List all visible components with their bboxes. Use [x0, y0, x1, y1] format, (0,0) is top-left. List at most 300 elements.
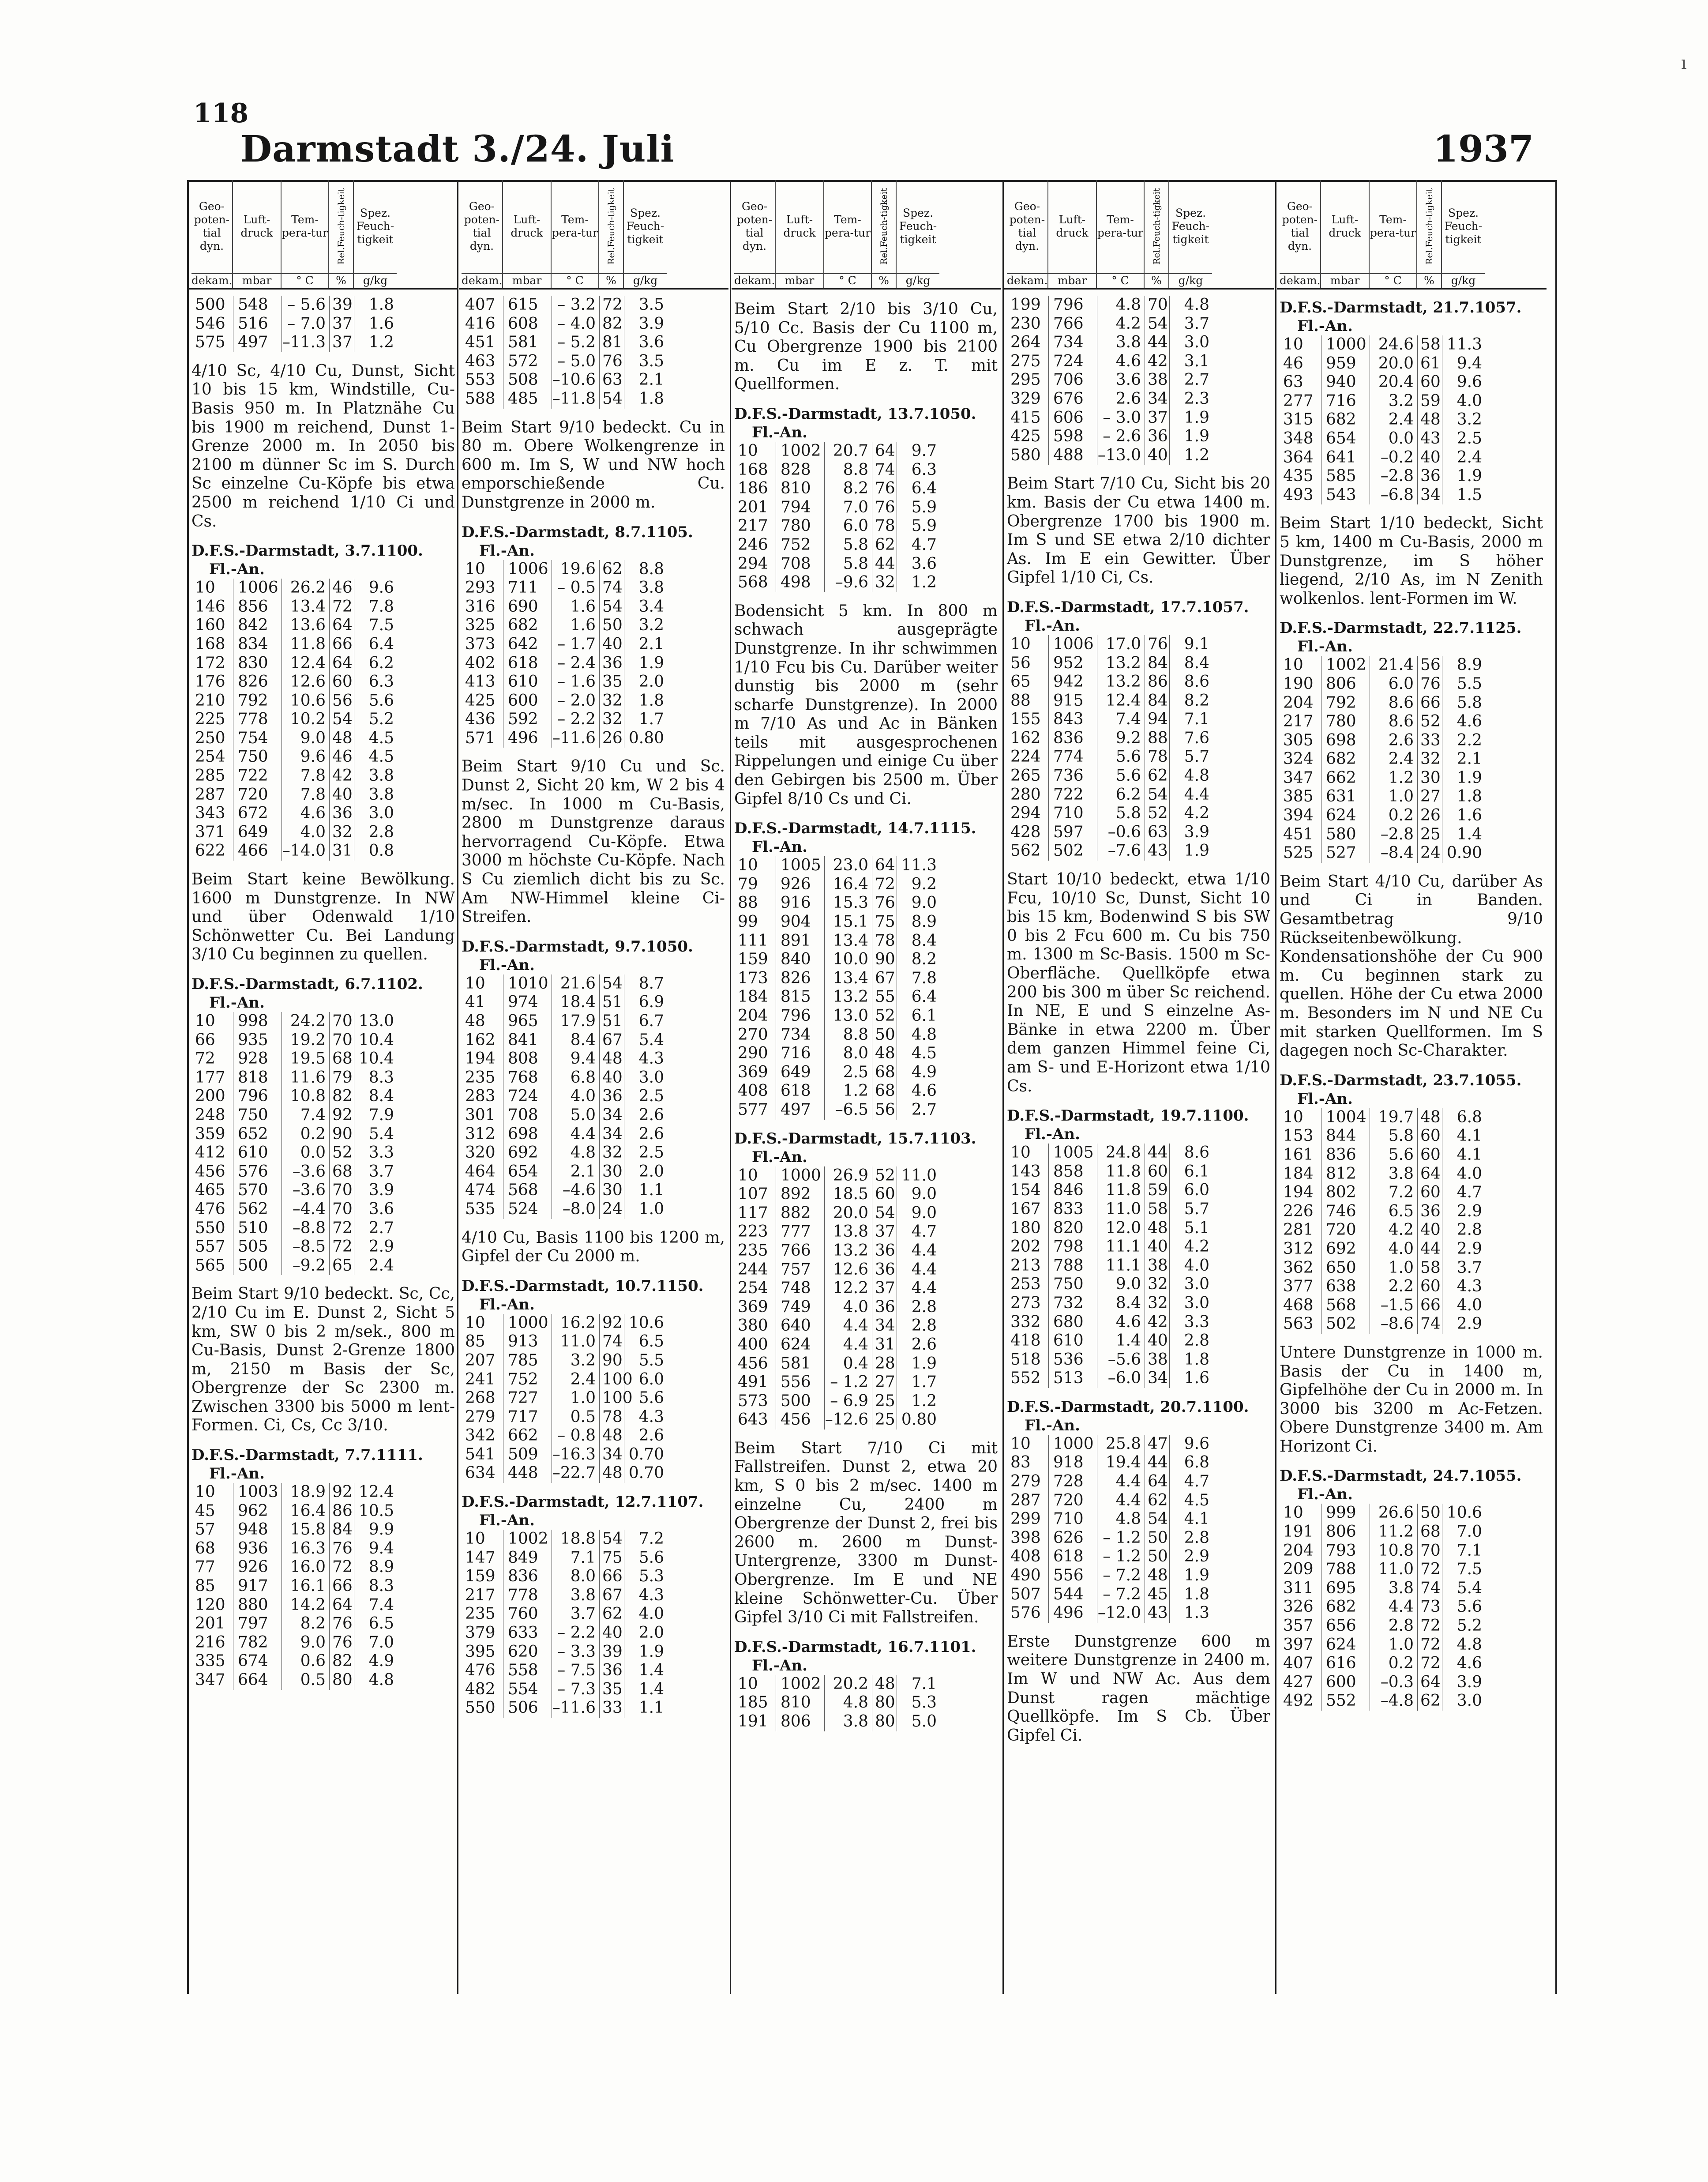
spec-humidity-cell: 7.0	[1442, 1523, 1485, 1542]
pressure-cell: 815	[776, 988, 824, 1007]
table-row	[462, 1624, 725, 1643]
rel-humidity-cell: 59	[1417, 392, 1442, 411]
geopotential-cell: 201	[738, 498, 768, 516]
spec-humidity-cell: 5.6	[624, 1389, 667, 1408]
temperature-cell: 8.4	[1097, 1294, 1145, 1313]
observation-note: Erste Dunstgrenze 600 m weitere Dunstgrenze in 2400 m. Im W und NW Ac. Aus dem Dunst ragen mächtige Quellköpfe. Im S Cb. Über Gipfel Ci.	[1007, 1632, 1270, 1745]
pressure-cell: 650	[1321, 1259, 1370, 1278]
table-row	[734, 573, 998, 592]
spec-humidity-cell: 1.9	[897, 1354, 939, 1373]
table-row	[1280, 1504, 1543, 1523]
geopotential-cell: 275	[1010, 352, 1041, 370]
rel-humidity-cell: 26	[1417, 806, 1442, 825]
geopotential-cell: 10	[195, 579, 215, 597]
geopotential-cell: 264	[1010, 333, 1041, 352]
geopotential-cell: 153	[1283, 1127, 1314, 1145]
table-row	[734, 1026, 998, 1045]
pressure-cell: 618	[1048, 1547, 1097, 1566]
temperature-cell: 3.7	[552, 1605, 599, 1624]
geopotential-cell: 225	[195, 710, 225, 729]
temperature-cell: –13.0	[1097, 446, 1145, 465]
geopotential-cell: 464	[465, 1162, 496, 1181]
header-rel_humidity	[329, 180, 354, 288]
table-row	[1007, 1566, 1270, 1585]
geopotential-cell: 224	[1010, 748, 1041, 766]
pressure-cell: 676	[1048, 390, 1097, 409]
rel-humidity-cell: 60	[1417, 1183, 1442, 1202]
spec-humidity-cell: 2.6	[897, 1336, 939, 1354]
table-row	[462, 1351, 725, 1370]
temperature-cell: 6.2	[1097, 786, 1145, 805]
rel-humidity-cell: 84	[329, 1520, 354, 1539]
rel-humidity-cell: 37	[872, 1223, 897, 1241]
data-column	[189, 180, 458, 1994]
spec-humidity-cell: 0.90	[1442, 844, 1485, 863]
geopotential-cell: 226	[1283, 1202, 1314, 1220]
rel-humidity-cell: 28	[872, 1354, 897, 1373]
header-temperature	[824, 180, 872, 288]
rel-humidity-cell: 81	[599, 333, 624, 352]
header-rel_humidity	[1145, 180, 1169, 288]
spec-humidity-cell: 5.6	[354, 692, 397, 711]
sounding-table	[462, 1530, 725, 1718]
spec-humidity-cell: 4.5	[1169, 1491, 1212, 1510]
pressure-cell: 749	[776, 1298, 824, 1317]
rel-humidity-cell: 100	[599, 1389, 624, 1408]
spec-humidity-cell: 7.1	[897, 1675, 939, 1694]
spec-humidity-cell: 1.8	[1169, 1351, 1212, 1369]
spec-humidity-cell: 2.5	[624, 1144, 667, 1162]
pressure-cell: 812	[1321, 1165, 1370, 1184]
spec-humidity-cell: 6.4	[354, 635, 397, 654]
temperature-cell: 11.8	[282, 635, 329, 654]
column-separator	[1275, 180, 1276, 1994]
pressure-cell: 849	[503, 1549, 552, 1568]
spec-humidity-cell: 2.9	[1169, 1547, 1212, 1566]
rel-humidity-cell: 54	[599, 974, 624, 993]
geopotential-cell: 10	[465, 974, 485, 993]
pressure-cell: 836	[503, 1567, 552, 1586]
temperature-cell: –3.6	[282, 1162, 329, 1181]
flight-label: Fl.-An.	[1297, 638, 1353, 656]
table-row	[191, 654, 455, 673]
temperature-cell: 8.4	[552, 1031, 599, 1050]
geopotential-cell: 407	[465, 296, 496, 314]
table-row	[462, 729, 725, 748]
temperature-cell: 13.0	[824, 1007, 872, 1026]
geopotential-cell: 168	[738, 460, 768, 479]
table-row	[1280, 1636, 1543, 1655]
table-row	[734, 498, 998, 517]
rel-humidity-cell: 66	[329, 1577, 354, 1596]
pressure-cell: 935	[233, 1031, 282, 1050]
spec-humidity-cell: 1.8	[1169, 1585, 1212, 1604]
rel-humidity-cell: 54	[1145, 315, 1169, 334]
geopotential-cell: 194	[1283, 1183, 1314, 1202]
rel-humidity-cell: 44	[872, 555, 897, 574]
rel-humidity-cell: 72	[872, 875, 897, 894]
table-row	[734, 1373, 998, 1392]
pressure-cell: 720	[1048, 1491, 1097, 1510]
rel-humidity-cell: 72	[1417, 1560, 1442, 1579]
table-row	[1007, 729, 1270, 748]
geopotential-cell: 48	[465, 1012, 485, 1030]
geopotential-cell: 295	[1010, 371, 1041, 389]
pressure-cell: 788	[1048, 1257, 1097, 1275]
observation-note: 4/10 Cu, Basis 1100 bis 1200 m, Gipfel der Cu 2000 m.	[462, 1228, 725, 1266]
geopotential-cell: 281	[1283, 1221, 1314, 1239]
table-row	[462, 1643, 725, 1662]
header-temperature	[1370, 180, 1417, 288]
rel-humidity-cell: 60	[872, 1185, 897, 1204]
temperature-cell: 20.7	[824, 442, 872, 461]
header-label: Luft-druck	[1329, 213, 1361, 239]
table-row	[1007, 1453, 1270, 1472]
pressure-cell: 698	[503, 1125, 552, 1144]
table-row	[1280, 1296, 1543, 1315]
geopotential-cell: 428	[1010, 823, 1041, 841]
table-row	[191, 823, 455, 842]
station-heading	[191, 975, 455, 1012]
geopotential-cell: 305	[1283, 731, 1314, 749]
rel-humidity-cell: 31	[329, 842, 354, 861]
table-row	[1007, 1351, 1270, 1369]
pressure-cell: 959	[1321, 354, 1370, 373]
rel-humidity-cell: 50	[872, 1026, 897, 1045]
temperature-cell: 19.6	[552, 560, 599, 579]
pressure-cell: 882	[776, 1204, 824, 1223]
table-row	[462, 598, 725, 617]
station-heading	[734, 405, 998, 442]
spec-humidity-cell: 1.9	[1442, 769, 1485, 788]
temperature-cell: – 7.3	[552, 1680, 599, 1699]
spec-humidity-cell: 1.9	[1169, 427, 1212, 446]
pressure-cell: 708	[503, 1106, 552, 1125]
station-name: D.F.S.-Darmstadt, 22.7.1125.	[1280, 619, 1522, 637]
rel-humidity-cell: 33	[1417, 731, 1442, 750]
temperature-cell: 8.6	[1370, 694, 1417, 713]
table-row	[462, 635, 725, 654]
flight-label: Fl.-An.	[1025, 1416, 1080, 1434]
table-row	[462, 1680, 725, 1699]
table-row	[462, 1068, 725, 1087]
table-row	[1280, 825, 1543, 844]
table-row	[1280, 1617, 1543, 1636]
geopotential-cell: 343	[195, 804, 225, 823]
table-row	[462, 1464, 725, 1483]
temperature-cell: –2.8	[1370, 467, 1417, 486]
spec-humidity-cell: 2.6	[624, 1106, 667, 1125]
sounding-table	[734, 442, 998, 592]
spec-humidity-cell: 4.8	[1169, 296, 1212, 315]
geopotential-cell: 279	[1010, 1472, 1041, 1491]
rel-humidity-cell: 74	[599, 579, 624, 598]
spec-humidity-cell: 3.4	[624, 598, 667, 617]
pressure-cell: 748	[776, 1279, 824, 1298]
table-row	[462, 560, 725, 579]
table-row	[462, 1445, 725, 1464]
rel-humidity-cell: 48	[599, 1426, 624, 1445]
pressure-cell: 917	[233, 1577, 282, 1596]
spec-humidity-cell: 5.3	[624, 1567, 667, 1586]
spec-humidity-cell: 3.1	[1169, 352, 1212, 371]
header-geopotential	[462, 180, 503, 288]
spec-humidity-cell: 2.6	[624, 1125, 667, 1144]
header-label: Spez. Feuch-tigkeit	[626, 206, 664, 246]
pressure-cell: 724	[503, 1087, 552, 1106]
rel-humidity-cell: 48	[872, 1044, 897, 1063]
table-row	[191, 748, 455, 767]
header-label: Spez. Feuch-tigkeit	[356, 206, 394, 246]
temperature-cell: 3.2	[1370, 392, 1417, 411]
pressure-cell: 568	[503, 1181, 552, 1200]
table-row	[734, 1298, 998, 1317]
station-heading	[462, 1493, 725, 1530]
temperature-cell: –0.2	[1370, 448, 1417, 467]
geopotential-cell: 379	[465, 1624, 496, 1642]
geopotential-cell: 293	[465, 579, 496, 597]
temperature-cell: 16.4	[282, 1502, 329, 1521]
spec-humidity-cell: 4.0	[624, 1605, 667, 1624]
temperature-cell: 13.4	[824, 969, 872, 988]
temperature-cell: – 5.6	[282, 296, 329, 315]
table-row	[734, 517, 998, 536]
pressure-cell: 641	[1321, 448, 1370, 467]
station-name: D.F.S.-Darmstadt, 9.7.1050.	[462, 937, 693, 956]
pressure-cell: 690	[503, 598, 552, 617]
temperature-cell: – 4.0	[552, 315, 599, 334]
table-row	[1007, 427, 1270, 446]
pressure-cell: 727	[503, 1389, 552, 1408]
spec-humidity-cell: 9.4	[354, 1539, 397, 1558]
geopotential-cell: 541	[465, 1445, 496, 1463]
geopotential-cell: 230	[1010, 314, 1041, 333]
spec-humidity-cell: 6.5	[624, 1332, 667, 1351]
rel-humidity-cell: 42	[329, 767, 354, 786]
rel-humidity-cell: 32	[599, 1144, 624, 1162]
table-row	[191, 315, 455, 334]
rel-humidity-cell: 60	[1417, 1277, 1442, 1296]
rel-humidity-cell: 70	[329, 1012, 354, 1031]
rel-humidity-cell: 56	[872, 1101, 897, 1120]
temperature-cell: 2.8	[1370, 1617, 1417, 1636]
pressure-cell: 1005	[1048, 1144, 1097, 1162]
temperature-cell: 1.0	[1370, 787, 1417, 806]
table-row	[734, 1354, 998, 1373]
table-row	[191, 635, 455, 654]
geopotential-cell: 162	[1010, 729, 1041, 747]
geopotential-cell: 565	[195, 1256, 225, 1275]
table-row	[734, 1185, 998, 1204]
table-row	[734, 1317, 998, 1336]
temperature-cell: 11.6	[282, 1068, 329, 1087]
spec-humidity-cell: 1.4	[1442, 825, 1485, 844]
table-row	[191, 1087, 455, 1106]
spec-humidity-cell: 2.1	[624, 371, 667, 390]
spec-humidity-cell: 4.3	[624, 1586, 667, 1605]
sounding-table	[734, 1166, 998, 1430]
spec-humidity-cell: 4.6	[897, 1082, 939, 1101]
pressure-cell: 496	[1048, 1604, 1097, 1623]
table-row	[734, 1082, 998, 1101]
rel-humidity-cell: 60	[1417, 373, 1442, 392]
rel-humidity-cell: 34	[1145, 390, 1169, 409]
rel-humidity-cell: 34	[1145, 1369, 1169, 1388]
rel-humidity-cell: 48	[1417, 410, 1442, 429]
spec-humidity-cell: 7.2	[624, 1530, 667, 1549]
table-row	[1280, 467, 1543, 486]
spec-humidity-cell: 6.0	[1169, 1181, 1212, 1200]
pressure-cell: 836	[1321, 1146, 1370, 1165]
pressure-cell: 780	[776, 517, 824, 536]
pressure-cell: 652	[233, 1125, 282, 1144]
temperature-cell: 0.6	[282, 1652, 329, 1671]
temperature-cell: 16.3	[282, 1539, 329, 1558]
header-label: Geo-poten-tial dyn.	[464, 199, 500, 252]
geopotential-cell: 287	[1010, 1491, 1041, 1509]
rel-humidity-cell: 43	[1417, 429, 1442, 448]
geopotential-cell: 550	[195, 1219, 225, 1237]
geopotential-cell: 413	[465, 673, 496, 691]
rel-humidity-cell: 45	[1145, 1585, 1169, 1604]
pressure-cell: 792	[233, 692, 282, 711]
geopotential-cell: 287	[195, 785, 225, 804]
station-name: D.F.S.-Darmstadt, 17.7.1057.	[1007, 598, 1249, 616]
geopotential-cell: 369	[738, 1063, 768, 1081]
rel-humidity-cell: 27	[1417, 787, 1442, 806]
spec-humidity-cell: 7.6	[1169, 729, 1212, 748]
pressure-cell: 802	[1321, 1183, 1370, 1202]
rel-humidity-cell: 66	[599, 1567, 624, 1586]
spec-humidity-cell: 2.9	[1442, 1240, 1485, 1259]
spec-humidity-cell: 3.0	[1169, 1294, 1212, 1313]
temperature-cell: 12.4	[1097, 692, 1145, 711]
geopotential-cell: 207	[465, 1351, 496, 1369]
pressure-cell: 692	[1321, 1240, 1370, 1259]
table-row	[462, 352, 725, 371]
geopotential-cell: 65	[1010, 673, 1031, 691]
rel-humidity-cell: 80	[872, 1712, 897, 1731]
pressure-cell: 513	[1048, 1369, 1097, 1388]
temperature-cell: 19.5	[282, 1050, 329, 1068]
rel-humidity-cell: 70	[329, 1200, 354, 1219]
pressure-cell: 516	[233, 315, 282, 334]
table-row	[191, 1652, 455, 1671]
geopotential-cell: 273	[1010, 1294, 1041, 1312]
geopotential-cell: 476	[195, 1200, 225, 1218]
geopotential-cell: 552	[1010, 1369, 1041, 1388]
geopotential-cell: 185	[738, 1693, 768, 1712]
pressure-cell: 858	[1048, 1162, 1097, 1181]
table-row	[191, 1181, 455, 1200]
spec-humidity-cell: 3.0	[624, 1068, 667, 1087]
flight-label: Fl.-An.	[752, 1656, 807, 1674]
spec-humidity-cell: 0.70	[624, 1445, 667, 1464]
spec-humidity-cell: 4.9	[897, 1063, 939, 1082]
spec-humidity-cell: 4.4	[897, 1260, 939, 1279]
geopotential-cell: 332	[1010, 1313, 1041, 1331]
rel-humidity-cell: 36	[599, 654, 624, 673]
table-row	[191, 1577, 455, 1596]
spec-humidity-cell: 1.6	[354, 315, 397, 334]
spec-humidity-cell: 1.2	[897, 1392, 939, 1411]
temperature-cell: 1.0	[1370, 1636, 1417, 1655]
temperature-cell: 4.6	[282, 804, 329, 823]
pressure-cell: 841	[503, 1031, 552, 1050]
geopotential-cell: 180	[1010, 1219, 1041, 1237]
spec-humidity-cell: 2.8	[1169, 1529, 1212, 1548]
geopotential-cell: 553	[465, 371, 496, 389]
spec-humidity-cell: 3.2	[1442, 410, 1485, 429]
station-name: D.F.S.-Darmstadt, 13.7.1050.	[734, 405, 976, 423]
header-geopotential	[734, 180, 776, 288]
geopotential-cell: 546	[195, 314, 225, 333]
spec-humidity-cell: 8.4	[354, 1087, 397, 1106]
pressure-cell: 664	[233, 1671, 282, 1690]
pressure-cell: 682	[1321, 750, 1370, 769]
table-row	[1280, 750, 1543, 769]
spec-humidity-cell: 8.8	[624, 560, 667, 579]
rel-humidity-cell: 52	[872, 1007, 897, 1026]
station-name: D.F.S.-Darmstadt, 10.7.1150.	[462, 1277, 704, 1295]
pressure-cell: 631	[1321, 787, 1370, 806]
spec-humidity-cell: 4.0	[1442, 1165, 1485, 1184]
station-heading	[462, 937, 725, 974]
temperature-cell: – 2.2	[552, 1624, 599, 1643]
geopotential-cell: 279	[465, 1407, 496, 1426]
geopotential-cell: 402	[465, 654, 496, 672]
rel-humidity-cell: 42	[1145, 352, 1169, 371]
rel-humidity-cell: 39	[599, 1643, 624, 1662]
pressure-cell: 750	[1048, 1275, 1097, 1294]
temperature-cell: –9.6	[824, 573, 872, 592]
table-row	[1280, 1146, 1543, 1165]
table-row	[1280, 1315, 1543, 1334]
rel-humidity-cell: 44	[1145, 1144, 1169, 1162]
rel-humidity-cell: 24	[1417, 844, 1442, 863]
spec-humidity-cell: 2.6	[624, 1426, 667, 1445]
temperature-cell: –6.5	[824, 1101, 872, 1120]
temperature-cell: 9.6	[282, 748, 329, 767]
table-row	[1007, 352, 1270, 371]
table-row	[191, 598, 455, 617]
rel-humidity-cell: 51	[599, 1012, 624, 1031]
temperature-cell: 8.2	[824, 479, 872, 498]
sounding-table	[462, 974, 725, 1219]
temperature-cell: – 0.5	[552, 579, 599, 598]
pressure-cell: 834	[233, 635, 282, 654]
rel-humidity-cell: 32	[1145, 1294, 1169, 1313]
temperature-cell: 5.8	[1370, 1127, 1417, 1146]
spec-humidity-cell: 5.2	[354, 710, 397, 729]
pressure-cell: 680	[1048, 1313, 1097, 1332]
temperature-cell: 0.2	[1370, 1654, 1417, 1673]
rel-humidity-cell: 25	[1417, 825, 1442, 844]
table-row	[1007, 710, 1270, 729]
table-row	[1007, 1257, 1270, 1275]
observation-note: Beim Start 9/10 bedeckt. Cu in 80 m. Obere Wolkengrenze in 600 m. Im S, W und NW hoch emporschießende Cu. Dunstgrenze in 2000 m.	[462, 418, 725, 512]
spec-humidity-cell: 1.2	[1169, 446, 1212, 465]
spec-humidity-cell: 2.0	[624, 673, 667, 692]
rel-humidity-cell: 76	[872, 894, 897, 913]
spec-humidity-cell: 4.3	[624, 1408, 667, 1427]
spec-humidity-cell: 5.4	[354, 1125, 397, 1144]
spec-humidity-cell: 1.1	[624, 1699, 667, 1718]
rel-humidity-cell: 32	[599, 710, 624, 729]
observation-note: Untere Dunstgrenze in 1000 m. Basis der Cu in 1400 m, Gipfelhöhe der Cu in 2000 m. In 3000 bis 3200 m Ac-Fetzen. Obere Dunstgrenze 3400 m. Am Horizont Ci.	[1280, 1343, 1543, 1456]
pressure-cell: 724	[1048, 352, 1097, 371]
spec-humidity-cell: 4.5	[354, 729, 397, 748]
